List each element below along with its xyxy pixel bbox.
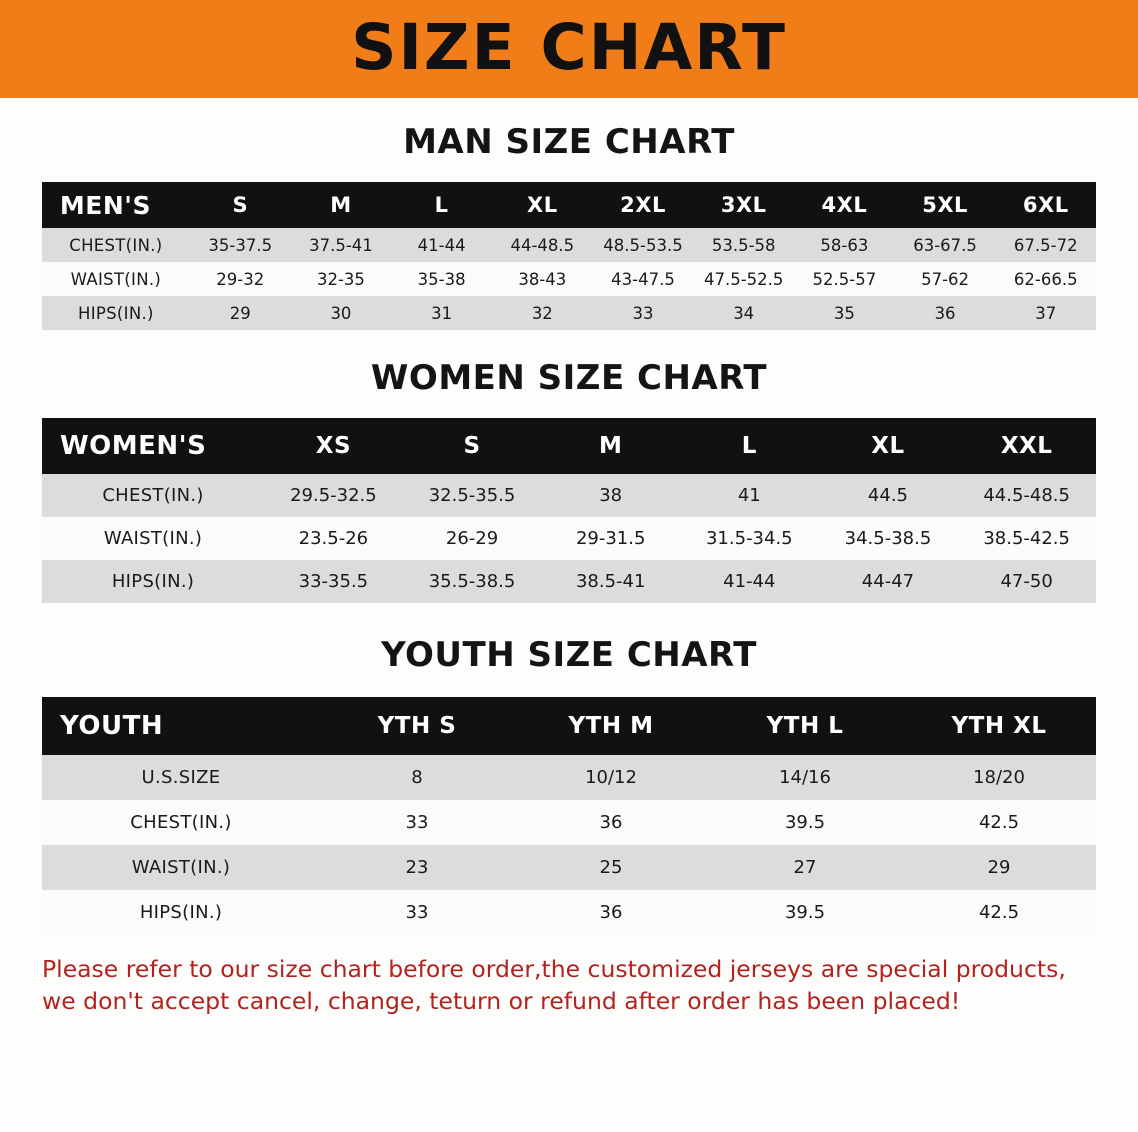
table-row [42,228,1096,262]
table-cell: 32 [492,296,593,330]
table-cell: 42.5 [902,800,1096,845]
table-cell: 27 [708,845,902,890]
table-cell: 8 [320,755,514,800]
table-cell: 43-47.5 [593,262,694,296]
table-cell: 33-35.5 [264,560,403,603]
row-header: HIPS(IN.) [42,890,320,935]
table-cell: 32.5-35.5 [403,474,542,517]
table-row [42,517,1096,560]
table-cell: 44.5-48.5 [957,474,1096,517]
table-row [42,262,1096,296]
table-row [42,755,1096,800]
table-cell: 31.5-34.5 [680,517,819,560]
youth-table-wrapper [0,697,1138,935]
youth-section-title: YOUTH SIZE CHART [381,635,757,675]
column-header: XXL [957,418,1096,474]
table-cell: 33 [320,890,514,935]
table-cell: 47-50 [957,560,1096,603]
table-cell: 38.5-41 [541,560,680,603]
table-cell: 23.5-26 [264,517,403,560]
column-header: YTH XL [902,697,1096,755]
table-cell: 58-63 [794,228,895,262]
table-cell: 39.5 [708,890,902,935]
column-header: L [391,182,492,228]
table-cell: 44.5 [819,474,958,517]
table-row [42,800,1096,845]
table-cell: 35 [794,296,895,330]
table-cell: 10/12 [514,755,708,800]
table-cell: 31 [391,296,492,330]
table-cell: 33 [320,800,514,845]
column-header: XS [264,418,403,474]
table-cell: 36 [514,890,708,935]
table-cell: 36 [895,296,996,330]
table-header-row [42,418,1096,474]
table-cell: 44-48.5 [492,228,593,262]
table-row [42,560,1096,603]
row-header: CHEST(IN.) [42,800,320,845]
row-header: U.S.SIZE [42,755,320,800]
column-header: 6XL [995,182,1096,228]
table-cell: 38 [541,474,680,517]
table-cell: 25 [514,845,708,890]
table-cell: 29-31.5 [541,517,680,560]
table-cell: 42.5 [902,890,1096,935]
table-cell: 63-67.5 [895,228,996,262]
column-header: WOMEN'S [42,418,264,474]
table-cell: 23 [320,845,514,890]
column-header: M [541,418,680,474]
table-cell: 18/20 [902,755,1096,800]
table-cell: 47.5-52.5 [693,262,794,296]
table-header-row [42,697,1096,755]
table-cell: 29.5-32.5 [264,474,403,517]
table-cell: 57-62 [895,262,996,296]
row-header: CHEST(IN.) [42,228,190,262]
man-size-table [42,182,1096,330]
women-size-table [42,418,1096,603]
table-header-row [42,182,1096,228]
column-header: MEN'S [42,182,190,228]
column-header: M [291,182,392,228]
table-cell: 53.5-58 [693,228,794,262]
table-cell: 39.5 [708,800,902,845]
table-cell: 33 [593,296,694,330]
policy-note-line-1: Please refer to our size chart before order,the customized jerseys are special products, [42,955,1066,983]
table-cell: 41-44 [391,228,492,262]
table-cell: 35-38 [391,262,492,296]
youth-size-table [42,697,1096,935]
table-cell: 34 [693,296,794,330]
column-header: YOUTH [42,697,320,755]
table-cell: 38-43 [492,262,593,296]
table-row [42,845,1096,890]
column-header: L [680,418,819,474]
row-header: HIPS(IN.) [42,296,190,330]
row-header: HIPS(IN.) [42,560,264,603]
column-header: 4XL [794,182,895,228]
table-cell: 32-35 [291,262,392,296]
table-cell: 62-66.5 [995,262,1096,296]
policy-note [42,953,1096,1018]
table-cell: 41-44 [680,560,819,603]
table-cell: 26-29 [403,517,542,560]
table-cell: 29 [902,845,1096,890]
table-cell: 37 [995,296,1096,330]
row-header: CHEST(IN.) [42,474,264,517]
table-cell: 37.5-41 [291,228,392,262]
column-header: YTH M [514,697,708,755]
women-table-wrapper [0,418,1138,603]
table-row [42,296,1096,330]
page-title: SIZE CHART [351,10,787,84]
table-cell: 41 [680,474,819,517]
table-cell: 36 [514,800,708,845]
column-header: 2XL [593,182,694,228]
table-cell: 52.5-57 [794,262,895,296]
column-header: 5XL [895,182,996,228]
table-cell: 29 [190,296,291,330]
table-cell: 14/16 [708,755,902,800]
column-header: XL [492,182,593,228]
table-cell: 44-47 [819,560,958,603]
table-cell: 38.5-42.5 [957,517,1096,560]
column-header: S [190,182,291,228]
size-chart-banner [0,0,1138,98]
column-header: YTH L [708,697,902,755]
table-cell: 30 [291,296,392,330]
man-section-title: MAN SIZE CHART [403,122,735,162]
table-cell: 48.5-53.5 [593,228,694,262]
table-cell: 35.5-38.5 [403,560,542,603]
row-header: WAIST(IN.) [42,262,190,296]
man-table-wrapper [0,182,1138,330]
row-header: WAIST(IN.) [42,845,320,890]
women-section-title: WOMEN SIZE CHART [370,358,768,398]
table-cell: 35-37.5 [190,228,291,262]
policy-note-line-2: we don't accept cancel, change, teturn or refund after order has been placed! [42,987,961,1016]
column-header: S [403,418,542,474]
column-header: XL [819,418,958,474]
table-row [42,474,1096,517]
table-cell: 34.5-38.5 [819,517,958,560]
column-header: YTH S [320,697,514,755]
row-header: WAIST(IN.) [42,517,264,560]
table-cell: 29-32 [190,262,291,296]
table-row [42,890,1096,935]
table-cell: 67.5-72 [995,228,1096,262]
column-header: 3XL [693,182,794,228]
